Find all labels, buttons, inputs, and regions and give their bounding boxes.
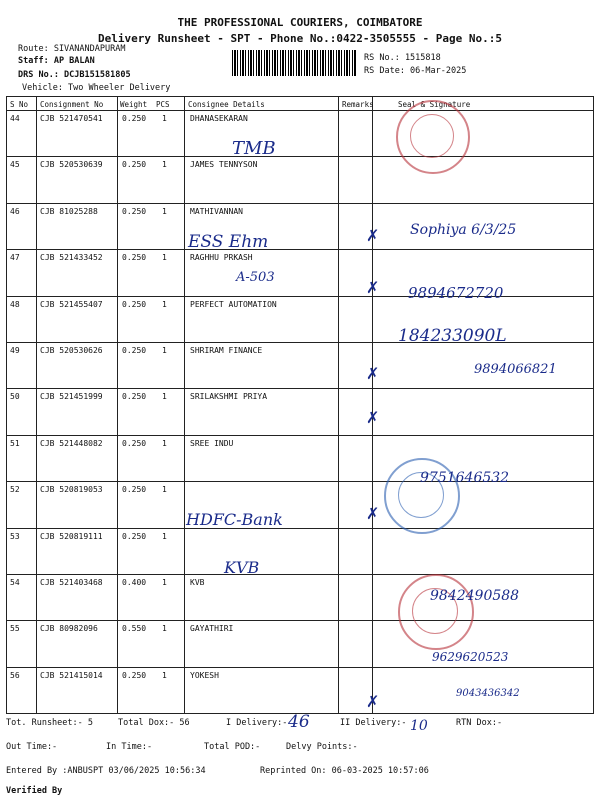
row-weight: 0.250 xyxy=(122,206,147,216)
col-header-sno: S No xyxy=(10,100,29,109)
row-consignment-no: CJB 521403468 xyxy=(40,578,103,587)
row-sno: 50 xyxy=(10,392,20,402)
route-label: Route: SIVANANDAPURAM xyxy=(18,44,126,54)
row-pcs: 1 xyxy=(162,485,167,495)
i-delivery-label: I Delivery:- xyxy=(226,718,288,728)
i-delivery-count: 46 xyxy=(288,712,310,732)
row-consignment-no: CJB 81025288 xyxy=(40,206,98,216)
row-pcs: 1 xyxy=(162,206,167,216)
row-consignee: DHANASEKARAN xyxy=(190,114,248,123)
col-header-consignment: Consignment No xyxy=(40,100,104,109)
in-time: In Time:- xyxy=(106,742,153,752)
row-consignment-no: CJB 521470541 xyxy=(40,114,103,123)
col-header-seal: Seal & Signature xyxy=(398,100,471,109)
row-divider xyxy=(6,296,594,297)
verified-by: Verified By xyxy=(6,786,63,796)
row-sno: 49 xyxy=(10,346,20,355)
handwritten-note: A-503 xyxy=(236,270,275,285)
handwritten-note: ESS Ehm xyxy=(188,232,269,252)
rs-date: RS Date: 06-Mar-2025 xyxy=(364,66,467,76)
row-divider xyxy=(6,667,594,668)
row-sno: 55 xyxy=(10,624,20,634)
row-sno: 47 xyxy=(10,253,20,263)
staff-label: Staff: AP BALAN xyxy=(18,56,95,66)
col-header-pcs: PCS xyxy=(156,100,170,109)
row-consignment-no: CJB 520530626 xyxy=(40,346,103,355)
row-weight: 0.250 xyxy=(122,160,147,170)
row-sno: 53 xyxy=(10,531,20,541)
handwritten-note: 9043436342 xyxy=(456,688,520,699)
row-weight: 0.250 xyxy=(122,392,147,402)
row-consignment-no: CJB 520819111 xyxy=(40,531,103,541)
tick-mark: ✗ xyxy=(366,226,380,245)
row-pcs: 1 xyxy=(162,624,167,634)
row-consignee: MATHIVANNAN xyxy=(190,206,243,216)
row-consignee: SREE INDU xyxy=(190,438,234,448)
entered-by: Entered By :ANBUSPT 03/06/2025 10:56:34 xyxy=(6,766,206,776)
row-pcs: 1 xyxy=(162,299,167,309)
handwritten-note: 9894672720 xyxy=(408,284,504,302)
row-divider xyxy=(6,203,594,204)
row-divider xyxy=(6,574,594,575)
row-pcs: 1 xyxy=(162,253,167,263)
row-sno: 54 xyxy=(10,578,20,587)
row-weight: 0.400 xyxy=(122,578,147,587)
row-consignment-no: CJB 521433452 xyxy=(40,253,103,263)
row-weight: 0.250 xyxy=(122,253,147,263)
runsheet-subtitle: Delivery Runsheet - SPT - Phone No.:0422-3505555 - Page No.:5 xyxy=(98,32,502,45)
row-weight: 0.250 xyxy=(122,346,147,355)
row-pcs: 1 xyxy=(162,438,167,448)
ii-delivery-label: II Delivery:- xyxy=(340,718,407,728)
row-pcs: 1 xyxy=(162,670,167,680)
out-time: Out Time:- xyxy=(6,742,58,752)
handwritten-note: HDFC-Bank xyxy=(186,510,283,529)
col-header-weight: Weight xyxy=(120,100,148,109)
row-consignee: YOKESH xyxy=(190,670,219,680)
ii-delivery-count: 10 xyxy=(410,718,428,734)
delivery-points: Delvy Points:- xyxy=(286,742,358,752)
row-sno: 45 xyxy=(10,160,20,170)
row-weight: 0.250 xyxy=(122,114,147,123)
row-divider xyxy=(6,388,594,389)
row-sno: 46 xyxy=(10,206,20,216)
row-divider xyxy=(6,435,594,436)
barcode xyxy=(232,50,356,76)
row-pcs: 1 xyxy=(162,160,167,170)
row-sno: 48 xyxy=(10,299,20,309)
row-sno: 52 xyxy=(10,485,20,495)
col-header-remarks: Remarks xyxy=(342,100,374,109)
row-consignee: GAYATHIRI xyxy=(190,624,234,634)
handwritten-note: 184233090L xyxy=(398,326,507,346)
drs-label: DRS No.: DCJB151581805 xyxy=(18,70,131,80)
row-consignee: KVB xyxy=(190,578,205,587)
row-consignment-no: CJB 521415014 xyxy=(40,670,103,680)
row-consignment-no: CJB 521455407 xyxy=(40,299,103,309)
row-consignment-no: CJB 521451999 xyxy=(40,392,103,402)
col-header-consignee: Consignee Details xyxy=(188,100,265,109)
reprinted-on: Reprinted On: 06-03-2025 10:57:06 xyxy=(260,766,429,776)
handwritten-note: 9629620523 xyxy=(432,650,509,664)
row-weight: 0.250 xyxy=(122,485,147,495)
row-consignee: SHRIRAM FINANCE xyxy=(190,346,263,355)
row-weight: 0.550 xyxy=(122,624,147,634)
rtn-dox: RTN Dox:- xyxy=(456,718,503,728)
row-sno: 44 xyxy=(10,114,20,123)
tick-mark: ✗ xyxy=(366,408,380,427)
tick-mark: ✗ xyxy=(366,278,380,297)
company-title: THE PROFESSIONAL COURIERS, COIMBATORE xyxy=(177,16,423,29)
rs-number: RS No.: 1515818 xyxy=(364,53,441,63)
row-consignee: SRILAKSHMI PRIYA xyxy=(190,392,268,402)
handwritten-note: 9842490588 xyxy=(430,588,520,604)
row-divider xyxy=(6,156,594,157)
tick-mark: ✗ xyxy=(366,692,380,711)
row-divider xyxy=(6,528,594,529)
row-weight: 0.250 xyxy=(122,438,147,448)
handwritten-note: TMB xyxy=(232,138,276,159)
total-dox: Total Dox:- 56 xyxy=(118,718,190,728)
row-pcs: 1 xyxy=(162,392,167,402)
total-pod: Total POD:- xyxy=(204,742,261,752)
vehicle-label: Vehicle: Two Wheeler Delivery xyxy=(22,83,171,93)
row-consignment-no: CJB 80982096 xyxy=(40,624,98,634)
handwritten-note: KVB xyxy=(224,558,260,577)
row-consignee: PERFECT AUTOMATION xyxy=(190,299,277,309)
header-bottom-border xyxy=(6,110,594,111)
table-top-border xyxy=(6,96,594,97)
row-consignment-no: CJB 520530639 xyxy=(40,160,103,170)
row-pcs: 1 xyxy=(162,578,167,587)
row-weight: 0.250 xyxy=(122,531,147,541)
handwritten-note: 9751646532 xyxy=(420,470,510,486)
bank-seal-stamp-inner xyxy=(410,114,454,158)
row-consignee: JAMES TENNYSON xyxy=(190,160,258,170)
total-runsheet: Tot. Runsheet:- 5 xyxy=(6,718,93,728)
row-pcs: 1 xyxy=(162,531,167,541)
row-pcs: 1 xyxy=(162,346,167,355)
row-weight: 0.250 xyxy=(122,299,147,309)
row-consignment-no: CJB 520819053 xyxy=(40,485,103,495)
row-pcs: 1 xyxy=(162,114,167,123)
row-consignee: RAGHHU PRKASH xyxy=(190,253,253,263)
handwritten-note: Sophiya 6/3/25 xyxy=(410,222,517,238)
row-weight: 0.250 xyxy=(122,670,147,680)
row-divider xyxy=(6,249,594,250)
row-consignment-no: CJB 521448082 xyxy=(40,438,103,448)
handwritten-note: 9894066821 xyxy=(474,362,557,377)
tick-mark: ✗ xyxy=(366,504,380,523)
row-sno: 51 xyxy=(10,438,20,448)
row-divider xyxy=(6,620,594,621)
row-sno: 56 xyxy=(10,670,20,680)
tick-mark: ✗ xyxy=(366,364,380,383)
